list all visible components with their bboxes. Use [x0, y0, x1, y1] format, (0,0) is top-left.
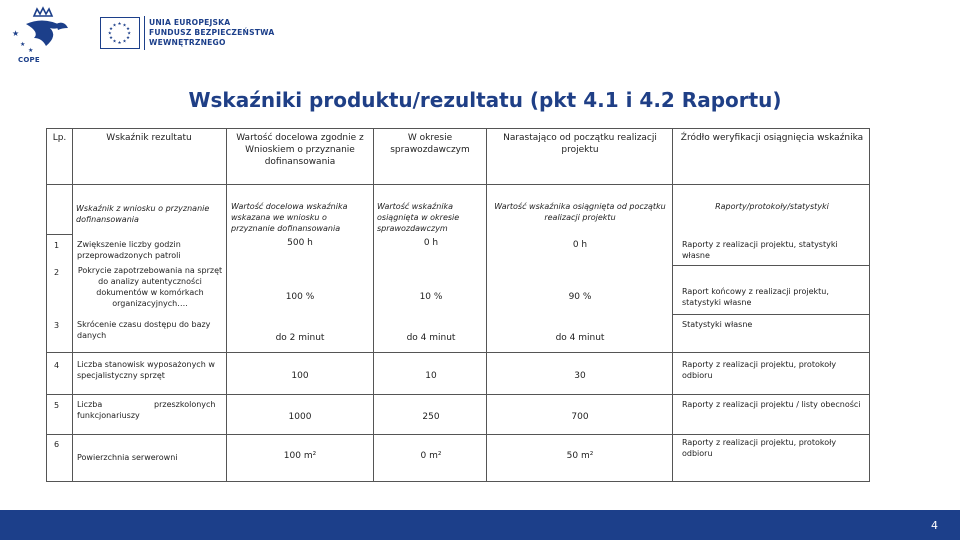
header-cumulative: Narastająco od początku realizacji projektu [503, 133, 657, 155]
row-5-indicator-word-2: przeszkolonych [154, 400, 216, 409]
footer-bar [0, 510, 960, 540]
row-6-period: 0 m² [420, 451, 442, 461]
col-sep-1 [72, 128, 73, 482]
header-target: Wartość docelowa zgodnie z Wnioskiem o przyznanie dofinansowania [236, 133, 364, 167]
row-5-target: 1000 [288, 412, 312, 422]
row-5-period: 250 [422, 412, 440, 422]
table-border-right [869, 128, 870, 482]
svg-text:★: ★ [108, 27, 114, 32]
svg-text:★: ★ [125, 36, 131, 41]
row-sep-3 [46, 352, 870, 353]
col-sep-2 [226, 128, 227, 482]
row-1-target: 500 h [287, 238, 313, 248]
table-border-bottom [46, 481, 870, 482]
subheader-source: Raporty/protokoły/statystyki [715, 202, 829, 211]
eu-logo-divider [144, 16, 145, 50]
row-3-period: do 4 minut [406, 333, 456, 343]
row-3-lp: 3 [54, 321, 60, 330]
table-border-top [46, 128, 870, 129]
row-sep-5 [46, 434, 870, 435]
col-sep-5 [672, 128, 673, 482]
row-1-indicator: Zwiększenie liczby godzin przeprowadzonych patroli [77, 240, 181, 260]
svg-text:★: ★ [20, 41, 26, 48]
row-5-indicator-word-1: Liczba [77, 400, 103, 409]
row-1-lp: 1 [54, 241, 60, 250]
row-4-cumulative: 30 [574, 371, 586, 381]
col-sep-3 [373, 128, 374, 482]
row-2-target: 100 % [285, 292, 315, 302]
slide-title: Wskaźniki produktu/rezultatu (pkt 4.1 i 4.2 Raportu) [188, 88, 782, 112]
row-5-source: Raporty z realizacji projektu / listy obecności [682, 400, 861, 409]
page-number: 4 [931, 519, 938, 532]
col-sep-4 [486, 128, 487, 482]
subheader-cumulative: Wartość wskaźnika osiągnięta od początku realizacji projektu [494, 202, 666, 222]
row-2-lp: 2 [54, 268, 60, 277]
header-lp: Lp. [52, 133, 67, 143]
header-source: Źródło weryfikacji osiągnięcia wskaźnika [680, 133, 864, 143]
svg-text:★: ★ [12, 29, 20, 38]
row-4-lp: 4 [54, 361, 60, 370]
subheader-indicator: Wskaźnik z wniosku o przyznanie dofinansowania [76, 204, 210, 224]
header-indicator: Wskaźnik rezultatu [106, 133, 192, 143]
row-sep-lp [46, 234, 73, 235]
svg-text:★: ★ [125, 27, 131, 32]
eu-line-3: WEWNĘTRZNEGO [149, 38, 226, 47]
row-4-period: 10 [425, 371, 437, 381]
row-1-cumulative: 0 h [572, 240, 588, 250]
svg-text:★: ★ [117, 41, 122, 46]
subheader-period: Wartość wskaźnika osiągnięta w okresie sprawozdawczym [377, 202, 460, 233]
row-3-cumulative: do 4 minut [555, 333, 605, 343]
indicators-table [46, 128, 870, 482]
row-sep-source-2 [672, 314, 870, 315]
row-4-source: Raporty z realizacji projektu, protokoły odbioru [682, 360, 837, 380]
row-5-cumulative: 700 [571, 412, 589, 422]
row-6-target: 100 m² [283, 451, 317, 461]
row-4-target: 100 [291, 371, 309, 381]
row-5-lp: 5 [54, 401, 60, 410]
eu-flag-icon [100, 17, 140, 49]
row-6-lp: 6 [54, 440, 60, 449]
eu-fund-name [149, 18, 274, 48]
row-1-period: 0 h [423, 238, 439, 248]
row-3-indicator: Skrócenie czasu dostępu do bazy danych [77, 320, 211, 340]
svg-text:★: ★ [112, 23, 117, 29]
svg-text:★: ★ [127, 31, 132, 37]
header-period: W okresie sprawozdawczym [390, 133, 470, 155]
row-6-indicator: Powierzchnia serwerowni [77, 453, 178, 462]
svg-text:★: ★ [122, 39, 127, 45]
row-3-source: Statystyki własne [682, 320, 753, 329]
row-3-target: do 2 minut [275, 333, 325, 343]
svg-text:★: ★ [28, 47, 34, 54]
svg-text:★: ★ [117, 22, 122, 27]
row-sep-header [46, 184, 870, 185]
cope-label: COPE [18, 56, 40, 64]
row-1-source: Raporty z realizacji projektu, statystyki własne [682, 240, 838, 260]
row-6-cumulative: 50 m² [566, 451, 594, 461]
svg-text:★: ★ [122, 23, 127, 29]
eagle-crown-icon [6, 6, 80, 58]
row-2-period: 10 % [419, 292, 443, 302]
svg-text:★: ★ [112, 39, 117, 45]
eu-line-1: UNIA EUROPEJSKA [149, 18, 231, 27]
row-5-indicator-word-3: funkcjonariuszy [77, 411, 140, 420]
row-sep-4 [46, 394, 870, 395]
eu-fund-logo [100, 16, 274, 50]
row-sep-source-1 [672, 265, 870, 266]
table-border-left [46, 128, 47, 482]
row-4-indicator: Liczba stanowisk wyposażonych w specjalistyczny sprzęt [77, 360, 215, 380]
row-2-source: Raport końcowy z realizacji projektu, statystyki własne [682, 287, 829, 307]
row-2-indicator: Pokrycie zapotrzebowania na sprzęt do analizy autentyczności dokumentów w komórkach organizacyjnych…. [77, 266, 223, 308]
row-6-source: Raporty z realizacji projektu, protokoły odbioru [682, 438, 837, 458]
svg-text:★: ★ [108, 36, 114, 41]
svg-text:★: ★ [107, 31, 112, 37]
eu-line-2: FUNDUSZ BEZPIECZEŃSTWA [149, 28, 275, 37]
subheader-target: Wartość docelowa wskaźnika wskazana we wniosku o przyznanie dofinansowania [231, 202, 348, 233]
row-2-cumulative: 90 % [568, 292, 592, 302]
